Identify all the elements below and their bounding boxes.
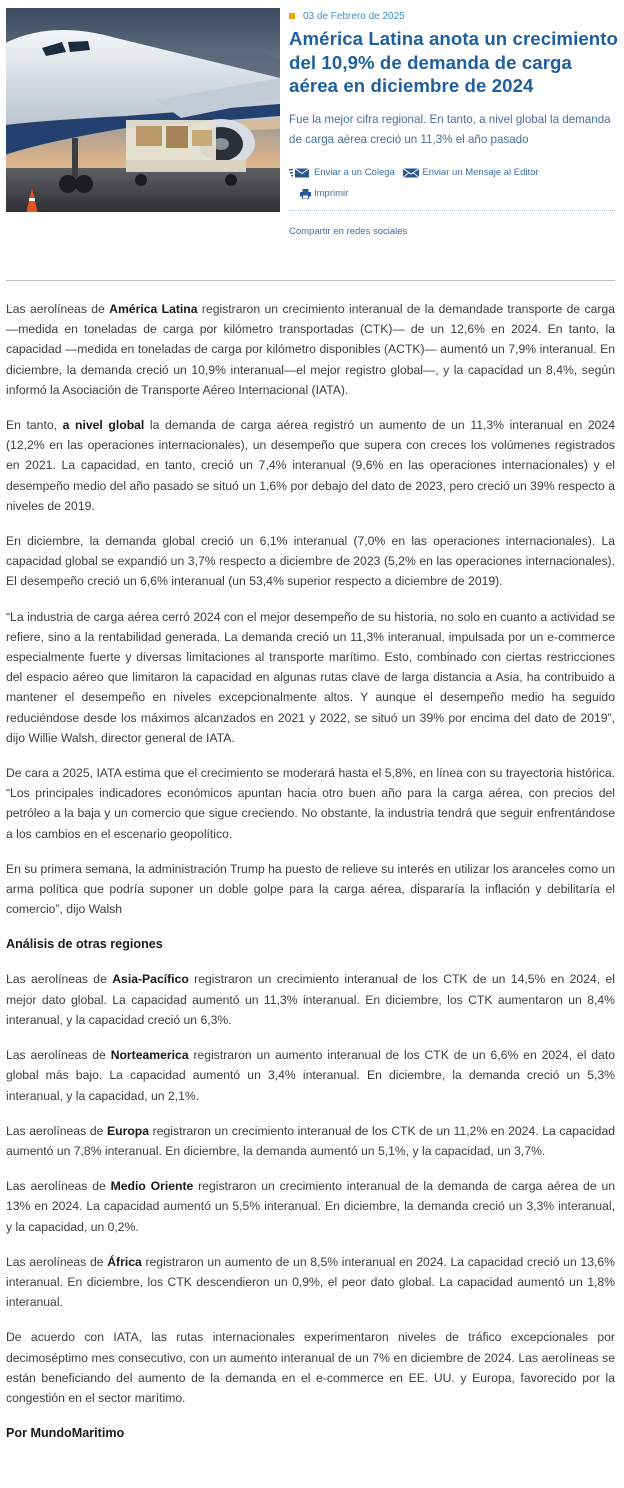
paragraph-latam — [6, 299, 615, 400]
header-divider — [6, 280, 615, 281]
paragraph-global — [6, 415, 615, 516]
paragraph-europe — [6, 1121, 615, 1161]
text-span: la demanda de carga aérea registró un aumento de un 11,3% interanual en 2024 (12,2% en las operaciones internacionales), un desempeño que supera con creces los volúmenes registrados en 2021. La capacidad, en tanto, creció un 7,4% interanual (9,6% en las operaciones internacionales) y el desempeño medio del año pasado se situó un 1,6% por debajo del dato de 2023, pero creció un 39% respecto a niveles de 2019. — [6, 418, 616, 513]
text-span: registraron un aumento interanual de los CTK de un 6,6% en 2024, el dato global más bajo. La capacidad aumentó un 3,4% interanual. En diciembre, la demanda creció un 5,3% interanual, y la capacidad, un 2,1%. — [6, 1048, 615, 1103]
send-editor-label: Enviar un Mensaje al Editor — [422, 166, 539, 178]
article-actions — [289, 164, 619, 241]
text-span: registraron un aumento de un 8,5% interanual en 2024. La capacidad creció un 13,6% interanual. En diciembre, los CTK descendieron un 0,9%, el peor dato global. La capacidad aumentó un 1,8% interanual. — [6, 1254, 615, 1310]
print-label: Imprimir — [314, 187, 349, 199]
cargo-airplane-photo-icon — [6, 8, 280, 212]
region-highlight: Europa — [107, 1123, 150, 1138]
share-social-link[interactable]: Compartir en redes sociales — [289, 225, 408, 237]
text-span: Las aerolíneas de — [6, 1048, 111, 1063]
text-span: registraron un crecimiento interanual de los CTK de un 11,2% en 2024. La capacidad aumentó un 7,8% interanual. En diciembre, la demanda aumentó un 5,1%, y la capacidad, un 3,7%. — [6, 1123, 615, 1158]
envelope-icon — [403, 168, 419, 178]
text-span: Las aerolíneas de — [6, 1179, 111, 1194]
region-highlight: Asia-Pacífico — [112, 972, 189, 987]
paragraph-middle-east — [6, 1176, 615, 1237]
section-heading: Análisis de otras regiones — [6, 937, 163, 952]
paragraph-asia-pacific — [6, 969, 615, 1030]
paragraph-international-routes: De acuerdo con IATA, las rutas internacionales experimentaron niveles de tráfico excepcionales por decimoséptimo mes consecutivo, con un aumento interanual de un 7% en diciembre de 2024. Las aerolíneas se están beneficiando del aumento de la demanda en el e-commerce en EE. UU. y Europa, favorecido por la congestión en el sector marítimo. — [6, 1330, 615, 1405]
dotted-divider — [289, 210, 615, 211]
send-colleague-label: Enviar a un Colega — [314, 166, 395, 178]
article-byline: Por MundoMaritimo — [6, 1426, 125, 1441]
text-span: Las aerolíneas de — [6, 302, 110, 316]
article-image — [6, 8, 280, 212]
send-colleague-link[interactable] — [289, 164, 395, 182]
send-colleague-icon — [289, 168, 311, 178]
date-bullet-icon — [289, 13, 295, 19]
print-link[interactable] — [300, 185, 348, 203]
article-body — [6, 299, 615, 1443]
text-span: En tanto, — [6, 418, 63, 433]
text-span: Las aerolíneas de — [6, 972, 113, 987]
article-title: América Latina anota un crecimiento del 10,9% de demanda de carga aérea en diciembre de 2024 — [289, 28, 618, 96]
article-header — [289, 8, 619, 241]
printer-icon — [300, 189, 311, 199]
text-span: Las aerolíneas de — [6, 1123, 108, 1138]
text-span: registraron un crecimiento interanual de la demanda de carga aérea de un 13% en 2024. La capacidad aumentó un 5,5% interanual. En diciembre, la demanda creció un 3,3% interanual, y la capacidad, un 0,2%. — [6, 1179, 615, 1234]
region-highlight: África — [107, 1254, 142, 1269]
paragraph-quote: “La industria de carga aérea cerró 2024 con el mejor desempeño de su historia, no solo en cuanto a actividad se refiere, sino a la rentabilidad generada. La demanda creció un 11,3% interanual, impulsada por un e-commerce especialmente fuerte y diversas limitaciones al transporte marítimo. Esto, combinado con ciertas restricciones del espacio aéreo que limitaron la capacidad en algunas rutas clave de larga distancia a Asia, ha contribuido a mantener el desempeño en niveles excepcionalmente altos. Y aunque el desempeño medio ha seguido reduciéndose desde los máximos alcanzados en 2021 y 2022, se situó un 39% por encima del dato de 2019”, dijo Willie Walsh, director general de IATA. — [6, 609, 615, 745]
article-subtitle: Fue la mejor cifra regional. En tanto, a nivel global la demanda de carga aérea creció un 11,3% el año pasado — [289, 112, 611, 146]
paragraph-outlook: De cara a 2025, IATA estima que el crecimiento se moderará hasta el 5,8%, en línea con su trayectoria histórica. “Los principales indicadores económicos apuntan hacia otro buen año para la carga aérea, con precios del petróleo a la baja y un comercio que sigue creciendo. No obstante, la industria tendrá que seguir enfrentándose a los cambios en el escenario geopolítico. — [6, 766, 615, 841]
region-highlight: Norteamerica — [110, 1048, 189, 1063]
region-highlight: Medio Oriente — [110, 1179, 194, 1194]
paragraph-north-america — [6, 1045, 615, 1106]
global-highlight: a nivel global — [62, 418, 145, 433]
paragraph-december: En diciembre, la demanda global creció un 6,1% interanual (7,0% en las operaciones internacionales). La capacidad global se expandió un 3,7% respecto a diciembre de 2023 (5,2% en las operaciones internacionales). El desempeño creció un 6,6% interanual (un 53,4% superior respecto a diciembre de 2019). — [6, 534, 615, 589]
paragraph-trump: En su primera semana, la administración Trump ha puesto de relieve su interés en utilizar los aranceles como un arma política que podría suponer un doble golpe para la carga aérea, dispararía la inflación y debilitaría el comercio”, dijo Walsh — [6, 861, 615, 917]
text-span: registraron un crecimiento interanual de los CTK de un 14,5% en 2024, el mejor dato global. La capacidad aumentó un 11,3% interanual. En diciembre, los CTK aumentaron un 8,4% interanual, y la capacidad creció un 6,3%. — [6, 972, 616, 1027]
article-date: 03 de Febrero de 2025 — [303, 10, 405, 22]
date-row — [289, 8, 619, 24]
text-span: Las aerolíneas de — [6, 1254, 108, 1269]
region-highlight: América Latina — [109, 302, 198, 316]
send-editor-link[interactable] — [403, 164, 538, 182]
text-span: registraron un crecimiento interanual de la demandade transporte de carga —medida en toneladas de carga por kilómetro transportadas (CTK)— de un 12,6% en 2024. En tanto, la capacidad —medida en toneladas de carga por kilómetro disponibles (ACTK)— aumentó un 7,9% interanual. En diciembre, la demanda creció un 10,9% interanual—el mejor registro global—, y la capacidad un 8,4%, según informó la Asociación de Transporte Aéreo Internacional (IATA). — [6, 302, 615, 397]
paragraph-africa — [6, 1252, 615, 1313]
